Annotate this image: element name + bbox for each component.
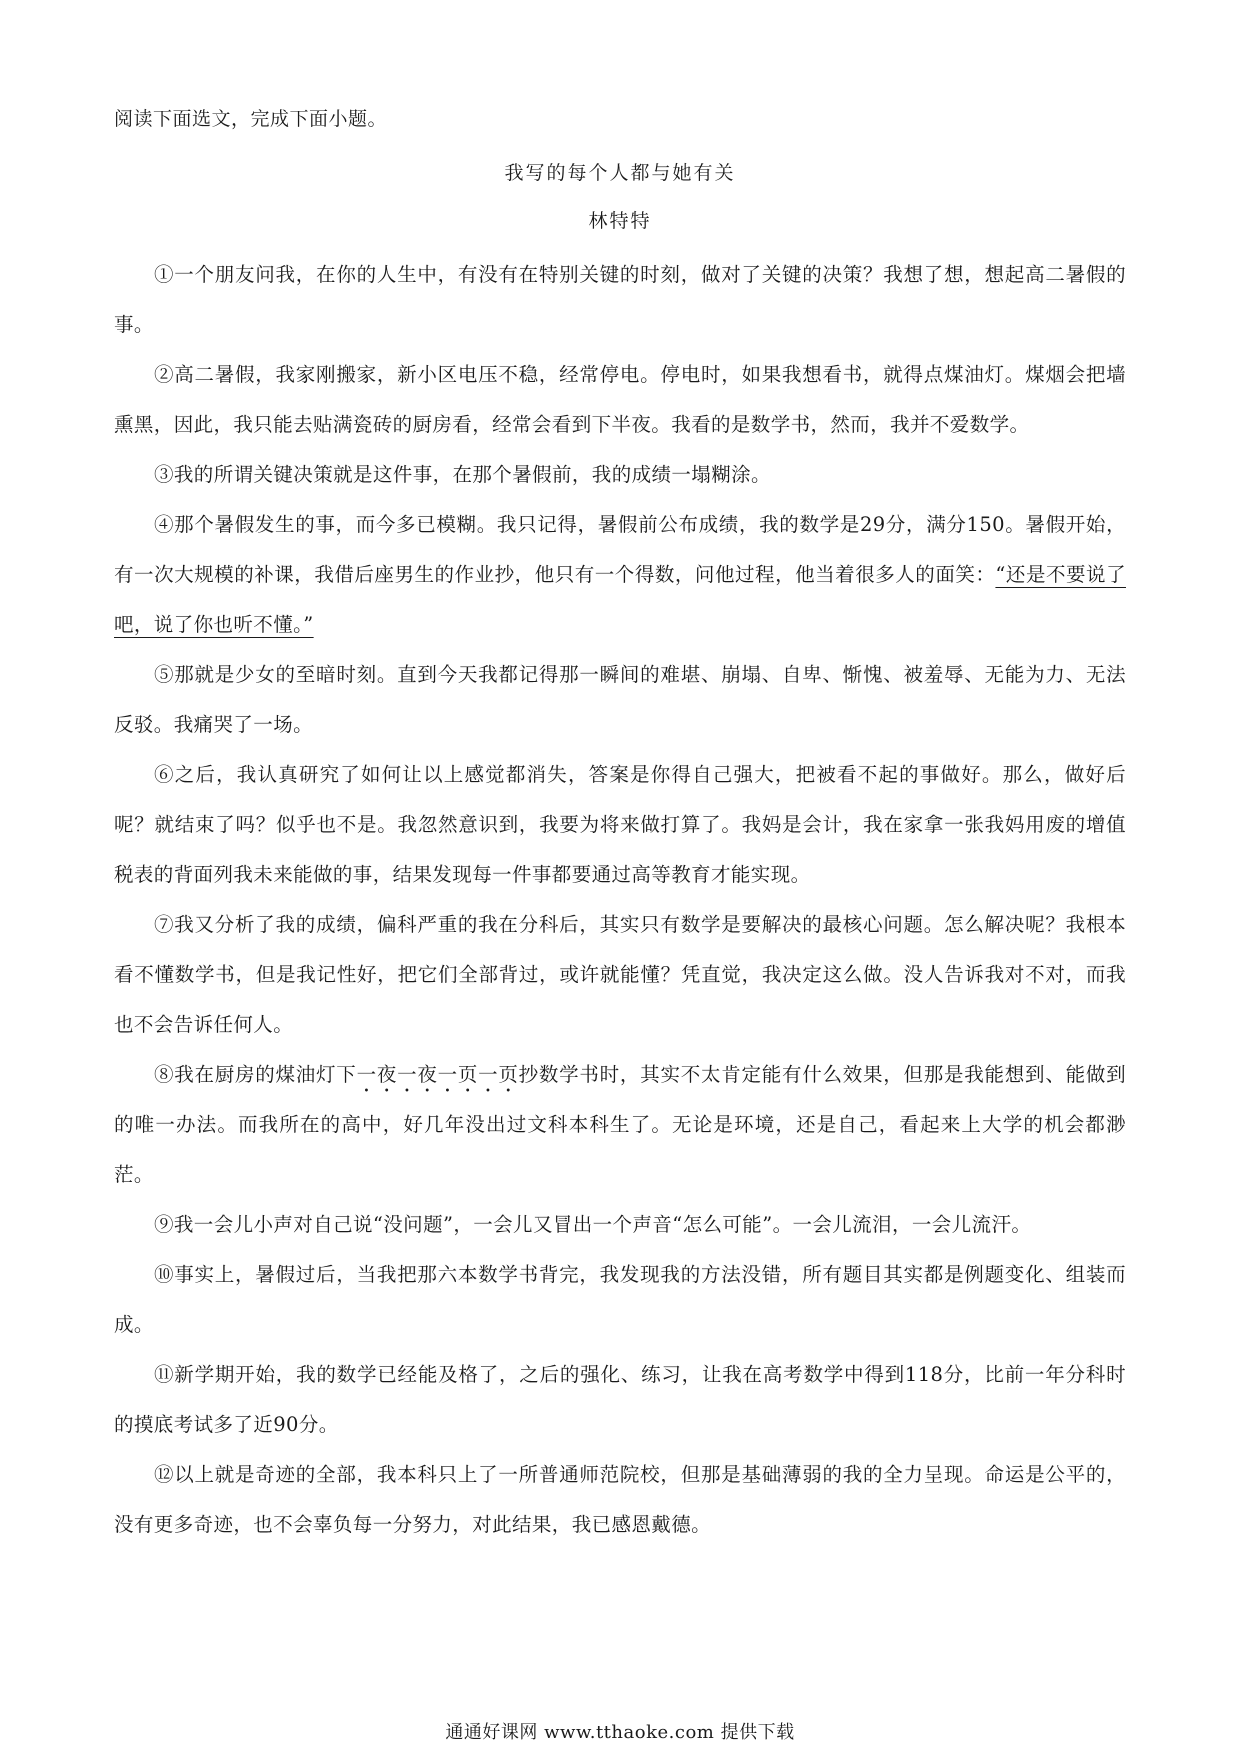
paragraph-4-text: ④那个暑假发生的事，而今多已模糊。我只记得，暑假前公布成绩，我的数学是29分，满分150。暑假开始，有一次大规模的补课，我借后座男生的作业抄，他只有一个得数，问他过程，他当着很多人的面笑： bbox=[114, 513, 1126, 586]
paragraph-1: ①一个朋友问我，在你的人生中，有没有在特别关键的时刻，做对了关键的决策？我想了想，想起高二暑假的事。 bbox=[114, 263, 1126, 336]
article-body bbox=[114, 250, 1126, 1550]
paragraph-6: ⑥之后，我认真研究了如何让以上感觉都消失，答案是你得自己强大，把被看不起的事做好。那么，做好后呢？就结束了吗？似乎也不是。我忽然意识到，我要为将来做打算了。我妈是会计，我在家拿一张我妈用废的增值税表的背面列我未来能做的事，结果发现每一件事都要通过高等教育才能实现。 bbox=[114, 763, 1126, 886]
paragraph-11: ⑪新学期开始，我的数学已经能及格了，之后的强化、练习，让我在高考数学中得到118分，比前一年分科时的摸底考试多了近90分。 bbox=[114, 1363, 1126, 1436]
article-title: 我写的每个人都与她有关 bbox=[504, 162, 736, 184]
paragraph-5: ⑤那就是少女的至暗时刻。直到今天我都记得那一瞬间的难堪、崩塌、自卑、惭愧、被羞辱、无能为力、无法反驳。我痛哭了一场。 bbox=[114, 663, 1126, 736]
article-author: 林特特 bbox=[588, 210, 652, 232]
paragraph-10: ⑩事实上，暑假过后，当我把那六本数学书背完，我发现我的方法没错，所有题目其实都是例题变化、组装而成。 bbox=[114, 1263, 1126, 1336]
paragraph-2: ②高二暑假，我家刚搬家，新小区电压不稳，经常停电。停电时，如果我想看书，就得点煤油灯。煤烟会把墙熏黑，因此，我只能去贴满瓷砖的厨房看，经常会看到下半夜。我看的是数学书，然而，我并不爱数学。 bbox=[114, 363, 1126, 436]
emphasis-dotted-phrase: 一夜一夜一页一页 bbox=[356, 1063, 519, 1086]
paragraph-4 bbox=[114, 500, 1126, 650]
paragraph-3: ③我的所谓关键决策就是这件事，在那个暑假前，我的成绩一塌糊涂。 bbox=[154, 463, 771, 486]
paragraph-9: ⑨我一会儿小声对自己说“没问题”，一会儿又冒出一个声音“怎么可能”。一会儿流泪，一会儿流汗。 bbox=[154, 1213, 1032, 1236]
paragraph-12: ⑫以上就是奇迹的全部，我本科只上了一所普通师范院校，但那是基础薄弱的我的全力呈现。命运是公平的，没有更多奇迹，也不会辜负每一分努力，对此结果，我已感恩戴德。 bbox=[114, 1463, 1126, 1536]
paragraph-7: ⑦我又分析了我的成绩，偏科严重的我在分科后，其实只有数学是要解决的最核心问题。怎么解决呢？我根本看不懂数学书，但是我记性好，把它们全部背过，或许就能懂？凭直觉，我决定这么做。没人告诉我对不对，而我也不会告诉任何人。 bbox=[114, 913, 1126, 1036]
paragraph-8-text-start: ⑧我在厨房的煤油灯下 bbox=[154, 1063, 357, 1086]
paragraph-8-text-end: 抄数学书时，其实不太肯定能有什么效果，但那是我能想到、能做到的唯一办法。而我所在的高中，好几年没出过文科本科生了。无论是环境，还是自己，看起来上大学的机会都渺茫。 bbox=[114, 1063, 1126, 1186]
underlined-quote: “还是不要说了吧，说了你也听不懂。” bbox=[114, 563, 1126, 636]
paragraph-8 bbox=[114, 1050, 1126, 1200]
instruction-text: 阅读下面选文，完成下面小题。 bbox=[114, 108, 388, 130]
page-footer: 通通好课网 www.tthaoke.com 提供下载 bbox=[445, 1722, 795, 1743]
